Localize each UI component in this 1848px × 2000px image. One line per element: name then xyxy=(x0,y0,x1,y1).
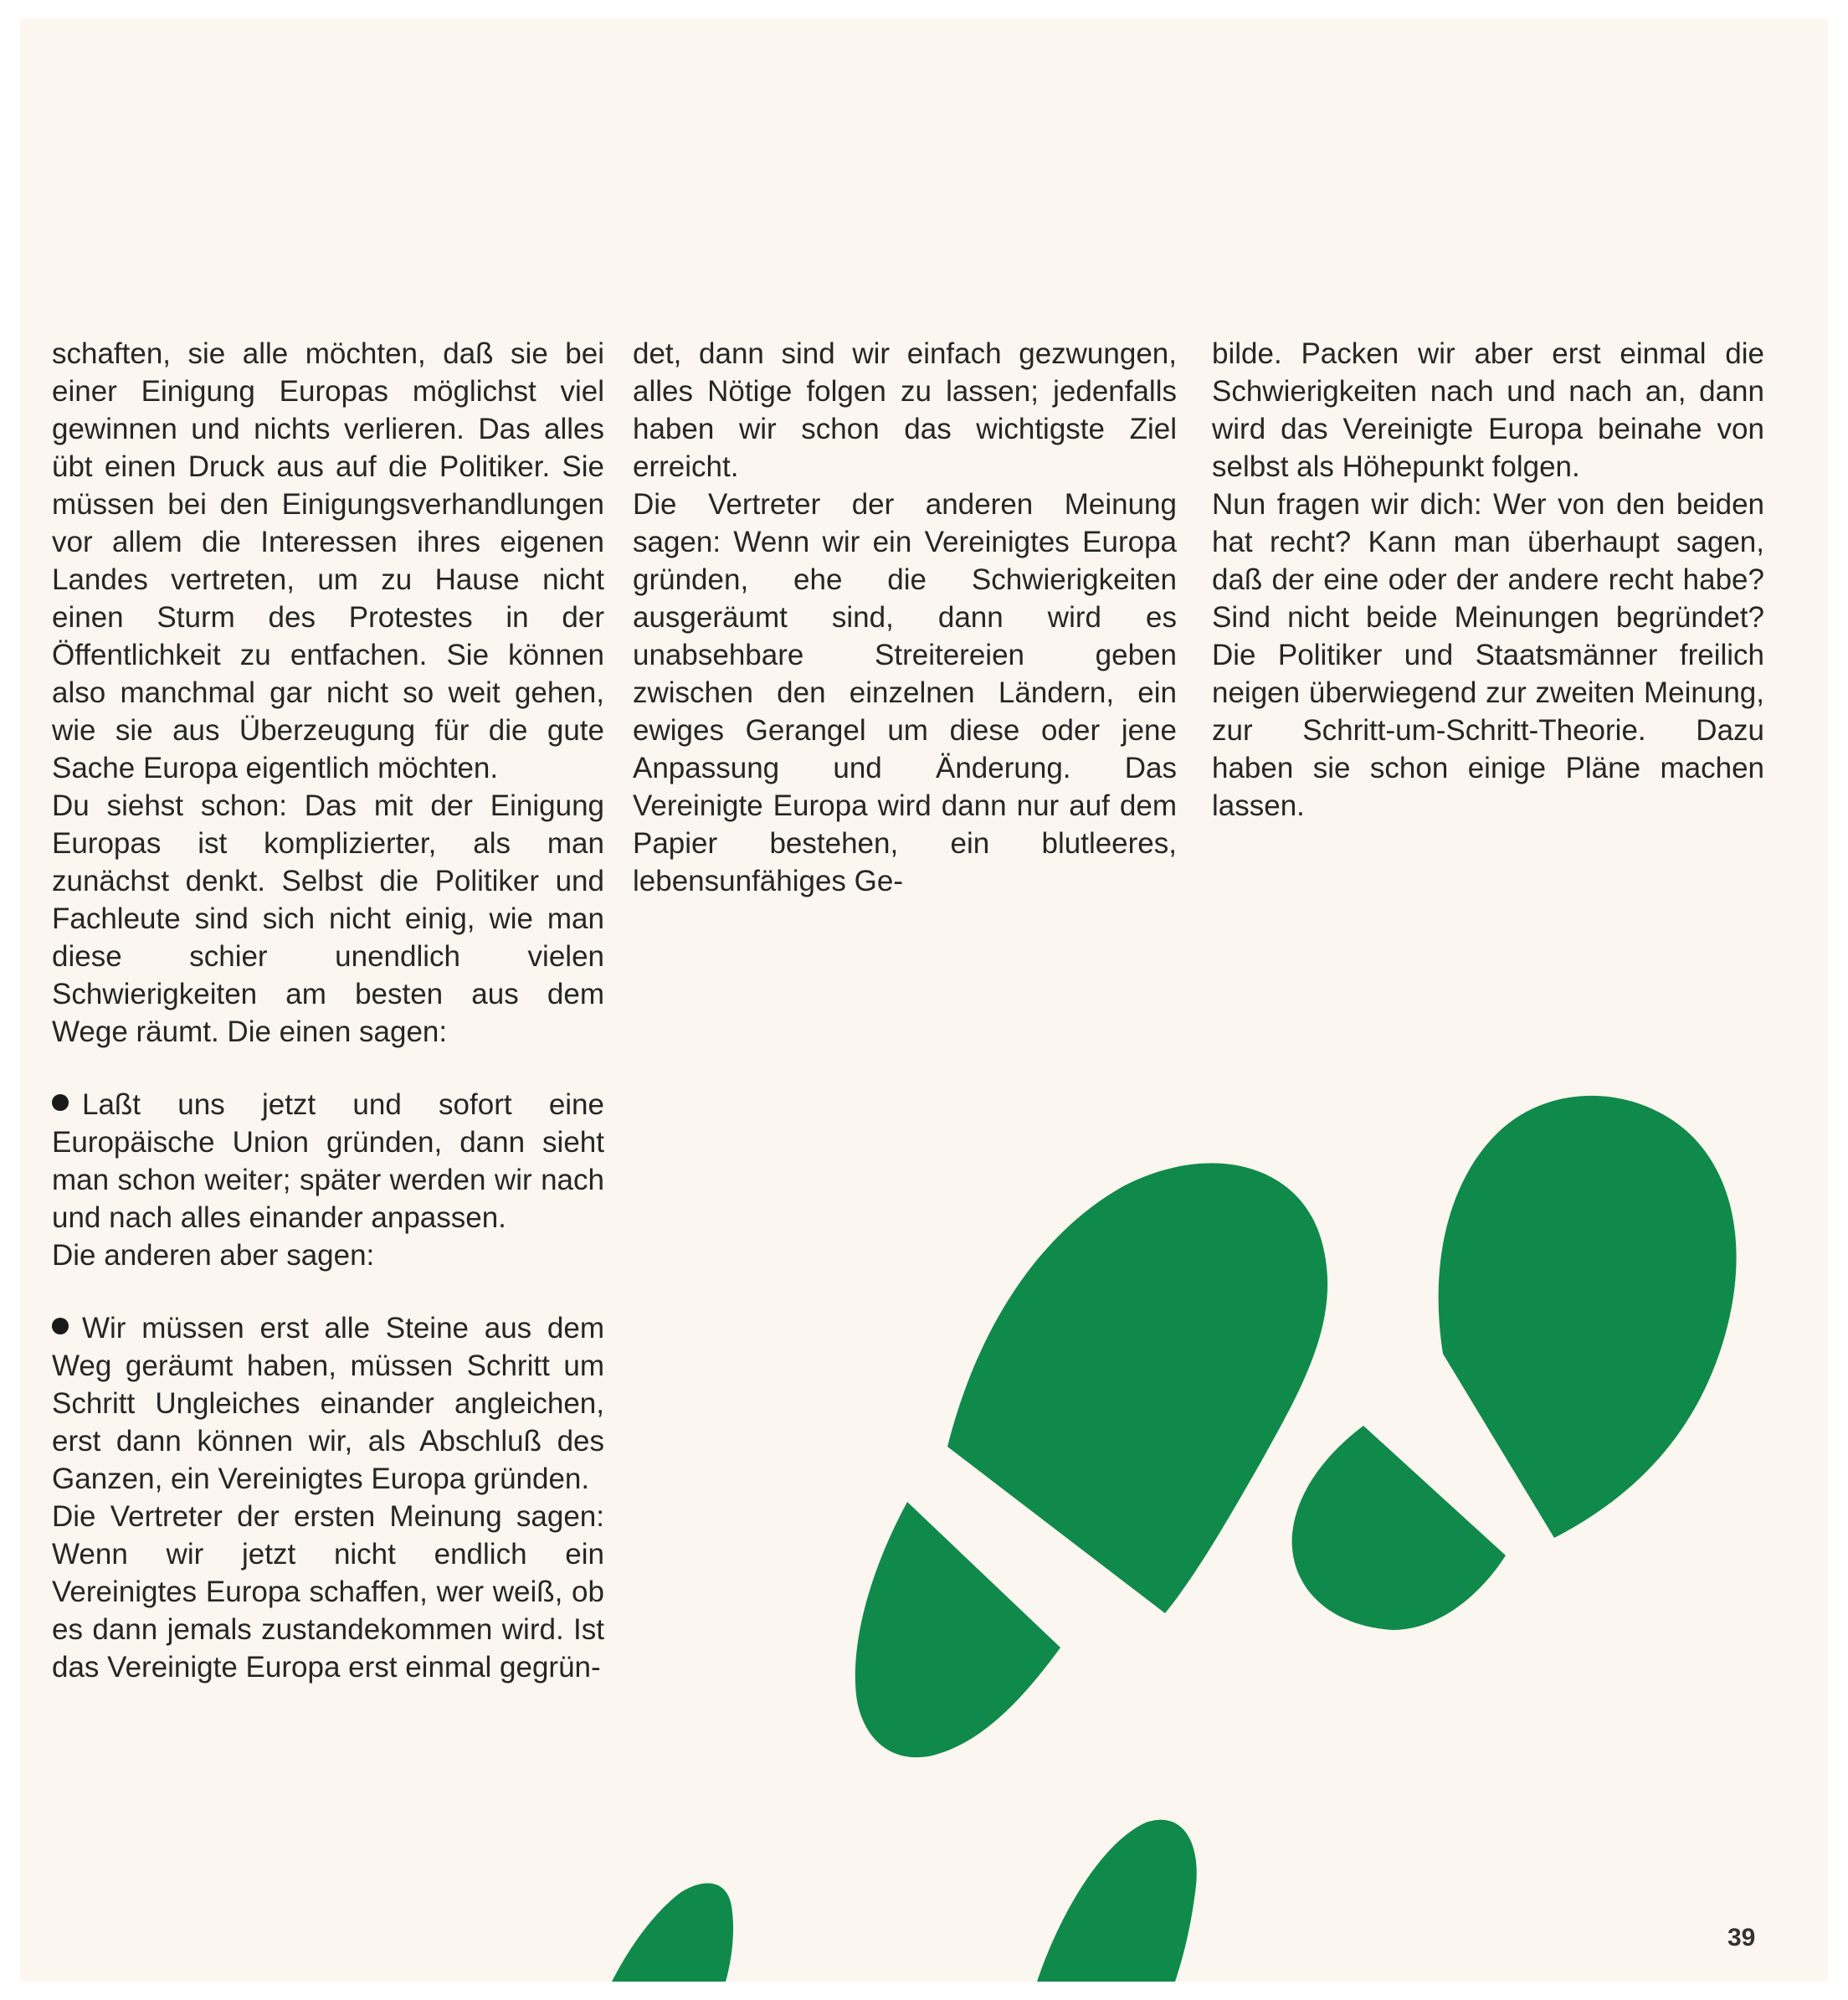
paragraph: Die Vertreter der ersten Meinung sagen: Wenn wir jetzt nicht endlich ein Vereinigtes Europa schaffen, wer weiß, ob es dann jemals zustandekommen wird. Ist das Vereinigte Europa erst einmal gegrün- xyxy=(52,1500,604,1684)
paragraph: Du siehst schon: Das mit der Einigung Europas ist komplizierter, als man zunächst denkt. Selbst die Politiker und Fachleute sind sich nicht einig, wie man diese schier unendlich vielen Schwierigkeiten am besten aus dem Wege räumt. Die einen sagen: xyxy=(52,789,604,1048)
paragraph: Nun fragen wir dich: Wer von den beiden hat recht? Kann man überhaupt sagen, daß der eine oder der andere recht habe? Sind nicht beide Meinungen begründet? Die Politiker und Staatsmänner freilich neigen überwiegend zur zweiten Meinung, zur Schritt-um-Schritt-Theorie. Dazu haben sie schon einige Pläne machen lassen. xyxy=(1212,488,1764,822)
bullet-text: Wir müssen erst alle Steine aus dem Weg geräumt haben, müssen Schritt um Schritt Ungleiches einander angleichen, erst dann können wir, als Abschluß des Ganzen, ein Vereinigtes Europa gründen. xyxy=(52,1312,604,1495)
footprint-heel-right xyxy=(1292,1426,1506,1630)
bullet-text: Laßt uns jetzt und sofort eine Europäische Union gründen, dann sieht man schon weiter; später werden wir nach und nach alles einander anpassen. xyxy=(52,1088,604,1234)
footprint-sole-left xyxy=(947,1163,1327,1613)
paragraph: Die Vertreter der anderen Meinung sagen: Wenn wir ein Vereinigtes Europa gründen, ehe die Schwierigkeiten ausgeräumt sind, dann wird es unabsehbare Streitereien geben zwischen den einzelnen Ländern, ein ewiges Gerangel um diese oder jene Anpassung und Änderung. Das Vereinigte Europa wird dann nur auf dem Papier bestehen, ein blutleeres, lebensunfähiges Ge- xyxy=(633,488,1177,897)
paragraph: schaften, sie alle möchten, daß sie bei einer Einigung Europas möglichst viel gewinnen und nichts verlieren. Das alles übt einen Druck aus auf die Politiker. Sie müssen bei den Einigungsverhandlungen vor allem die Interessen ihres eigenen Landes vertreten, um zu Hause nicht einen Sturm des Protestes in der Öffentlichkeit zu entfachen. Sie können also manchmal gar nicht so weit gehen, wie sie aus Überzeugung für die gute Sache Europa eigentlich möchten. xyxy=(52,337,604,784)
paragraph: Die anderen aber sagen: xyxy=(52,1239,375,1272)
footprints-icon xyxy=(20,18,1828,1982)
footprint-sole-right xyxy=(1439,1096,1737,1538)
footprint-heel-left xyxy=(855,1502,1060,1757)
footprint-partial-left xyxy=(612,1884,733,1982)
book-page xyxy=(20,18,1828,1982)
footprint-partial-right xyxy=(1037,1820,1197,1982)
paragraph: bilde. Packen wir aber erst einmal die Schwierigkeiten nach und nach an, dann wird das Vereinigte Europa beinahe von selbst als Höhepunkt folgen. xyxy=(1212,337,1764,483)
paragraph: det, dann sind wir einfach gezwungen, alles Nötige folgen zu lassen; jedenfalls haben wir schon das wichtigste Ziel erreicht. xyxy=(633,337,1177,483)
page-number: 39 xyxy=(1727,1924,1756,1951)
